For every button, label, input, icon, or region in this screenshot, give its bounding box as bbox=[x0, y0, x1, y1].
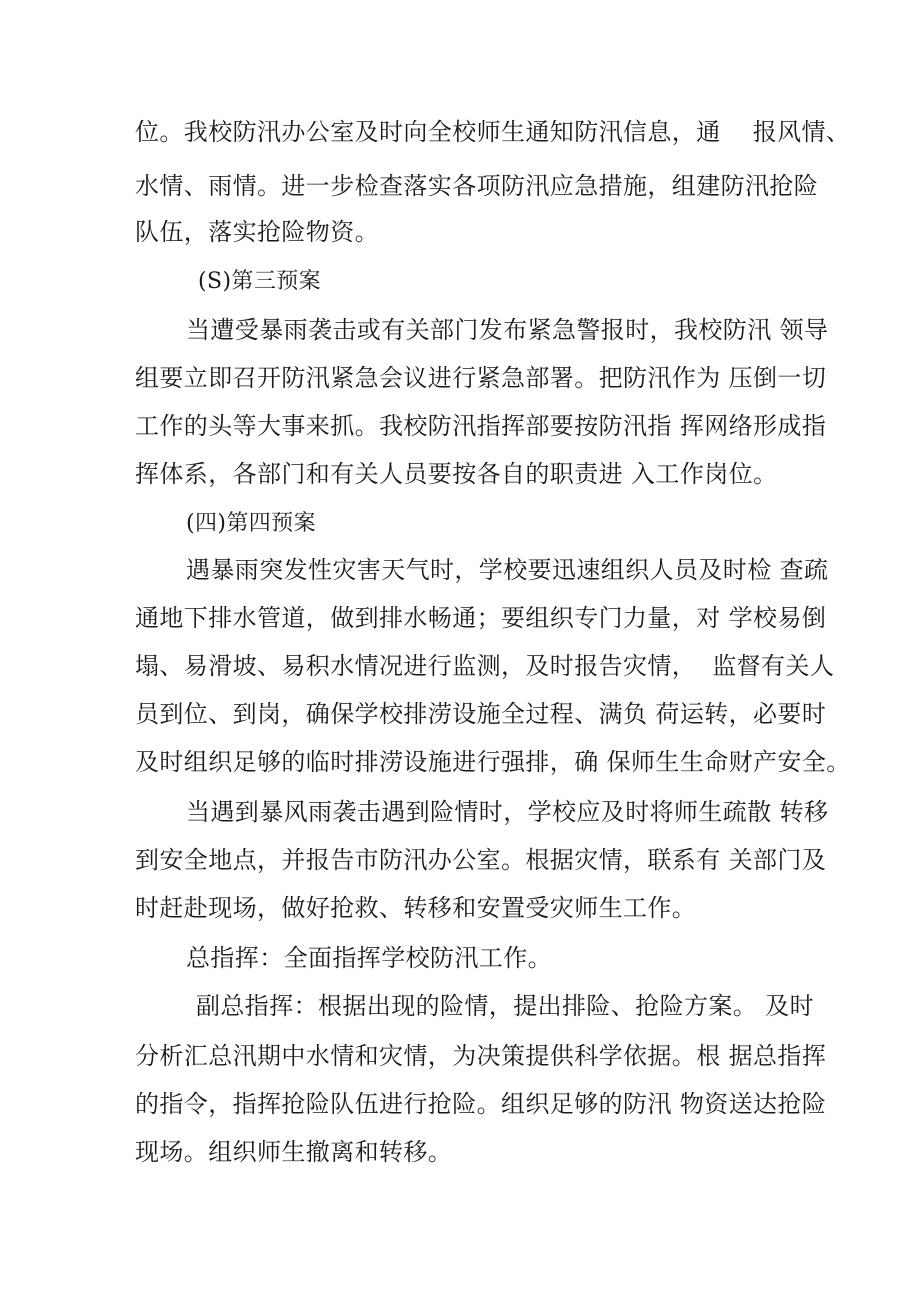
section-heading-4: (四)第四预案 bbox=[186, 511, 316, 536]
paragraph-3-line-5: 及时组织足够的临时排涝设施进行强排，确 保师生生命财产安全。 bbox=[135, 748, 851, 776]
paragraph-2-line-4: 挥体系，各部门和有关人员要按各自的职责进 入工作岗位。 bbox=[135, 460, 778, 488]
paragraph-3-line-2: 通地下排水管道，做到排水畅通；要组织专门力量，对 学校易倒 bbox=[135, 604, 827, 632]
paragraph-3-line-1: 遇暴雨突发性灾害天气时，学校要迅速组织人员及时检 查疏 bbox=[186, 556, 829, 584]
paragraph-6-line-3: 的指令，指挥抢险队伍进行抢险。组织足够的防汛 物资送达抢险 bbox=[135, 1090, 827, 1118]
paragraph-6-line-1: 副总指挥：根据出现的险情，提出排险、抢险方案。 及时 bbox=[196, 992, 815, 1020]
paragraph-2-line-2: 组要立即召开防汛紧急会议进行紧急部署。把防汛作为 压倒一切 bbox=[135, 364, 827, 392]
paragraph-2-line-3: 工作的头等大事来抓。我校防汛指挥部要按防汛指 挥网络形成指 bbox=[135, 412, 827, 440]
paragraph-3-line-4: 员到位、到岗，确保学校排涝设施全过程、满负 荷运转，必要时 bbox=[135, 700, 827, 728]
paragraph-6-line-2: 分析汇总汛期中水情和灾情，为决策提供科学依据。根 据总指挥 bbox=[135, 1042, 827, 1070]
section-heading-3: (S)第三预案 bbox=[198, 269, 322, 294]
paragraph-4-line-1: 当遇到暴风雨袭击遇到险情时，学校应及时将师生疏散 转移 bbox=[186, 798, 829, 826]
paragraph-3-line-3: 塌、易滑坡、易积水情况进行监测，及时报告灾情， 监督有关人 bbox=[135, 652, 835, 680]
paragraph-5-line-1: 总指挥：全面指挥学校防汛工作。 bbox=[186, 944, 552, 972]
paragraph-1-line-3: 队伍，落实抢险物资。 bbox=[135, 218, 379, 246]
paragraph-1-line-2: 水情、雨情。进一步检查落实各项防汛应急措施，组建防汛抢险 bbox=[135, 172, 819, 200]
paragraph-6-line-4: 现场。组织师生撤离和转移。 bbox=[135, 1138, 453, 1166]
paragraph-1-line-1: 位。我校防汛办公室及时向全校师生通知防汛信息，通 报风情、 bbox=[135, 118, 851, 146]
paragraph-4-line-3: 时赶赴现场，做好抢救、转移和安置受灾师生工作。 bbox=[135, 894, 697, 922]
paragraph-4-line-2: 到安全地点，并报告市防汛办公室。根据灾情，联系有 关部门及 bbox=[135, 846, 827, 874]
paragraph-2-line-1: 当遭受暴雨袭击或有关部门发布紧急警报时，我校防汛 领导 bbox=[186, 316, 829, 344]
